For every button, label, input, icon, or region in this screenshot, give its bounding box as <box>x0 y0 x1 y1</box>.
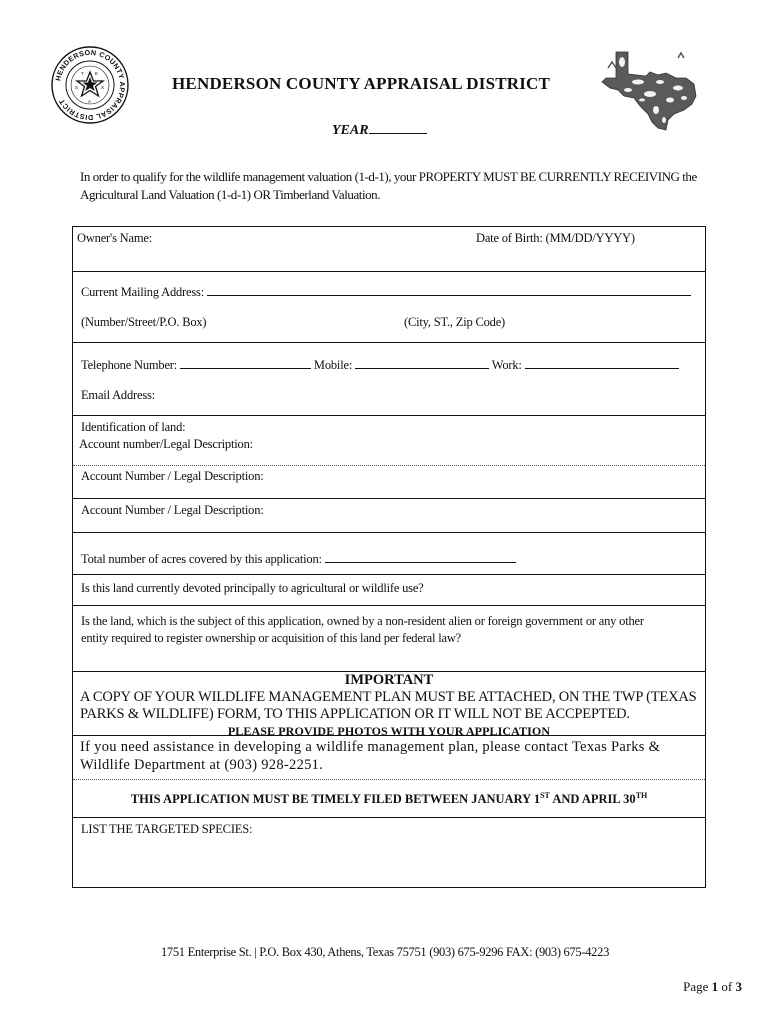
deadline-text-1: THIS APPLICATION MUST BE TIMELY FILED BETWEEN JANUARY 1 <box>130 792 541 807</box>
deadline-sup-2: TH <box>635 791 648 800</box>
acres-field[interactable] <box>81 552 516 567</box>
mobile-line[interactable] <box>355 358 489 369</box>
photos-notice: PLEASE PROVIDE PHOTOS WITH YOUR APPLICATION <box>227 724 551 738</box>
account-legal-1: Account number/Legal Description: <box>79 437 253 451</box>
important-body: A COPY OF YOUR WILDLIFE MANAGEMENT PLAN MUST BE ATTACHED, ON THE TWP (TEXAS PARKS & WILDLIFE) FORM, TO THIS APPLICATION OR IT WILL NOT BE ACCPEPTED. <box>80 689 697 722</box>
divider <box>73 498 705 499</box>
svg-text:X: X <box>101 85 105 90</box>
divider <box>73 817 705 818</box>
street-hint: (Number/Street/P.O. Box) <box>81 315 207 329</box>
divider <box>73 532 705 533</box>
document-title: HENDERSON COUNTY APPRAISAL DISTRICT <box>172 74 551 93</box>
acres-line[interactable] <box>325 552 516 563</box>
account-legal-3: Account Number / Legal Description: <box>81 503 264 517</box>
page-number <box>683 979 742 995</box>
intro-paragraph: In order to qualify for the wildlife management valuation (1-d-1), your PROPERTY MUST BE CURRENTLY RECEIVING the Agricultural Land Valuation (1-d-1) OR Timberland Valuation. <box>80 169 697 202</box>
page-prefix: Page <box>683 979 712 994</box>
foreign-question-line2: entity required to register ownership or acquisition of this land per federal law? <box>81 631 461 645</box>
devoted-question: Is this land currently devoted principally to agricultural or wildlife use? <box>81 581 424 595</box>
divider <box>73 415 705 416</box>
divider <box>73 271 705 272</box>
footer-address: 1751 Enterprise St. | P.O. Box 430, Athens, Texas 75751 (903) 675-9296 FAX: (903) 675-4223 <box>160 945 610 959</box>
telephone-line[interactable] <box>180 358 311 369</box>
application-form <box>72 226 706 888</box>
divider <box>73 605 705 606</box>
telephone-label: Telephone Number: <box>81 358 178 372</box>
svg-text:A: A <box>88 99 92 104</box>
city-hint: (City, ST., Zip Code) <box>404 315 506 329</box>
identification-label: Identification of land: <box>81 420 186 434</box>
mailing-address-field[interactable] <box>81 285 691 300</box>
texas-wildlife-map-icon <box>598 48 700 132</box>
divider <box>73 342 705 343</box>
phone-row <box>81 358 679 373</box>
mailing-address-line[interactable] <box>207 285 691 296</box>
deadline-sup-1: ST <box>540 791 550 800</box>
year-blank-line[interactable] <box>369 121 427 134</box>
assistance-text: If you need assistance in developing a wildlife management plan, please contact Texas Parks & Wildlife Department at (903) 928-2251. <box>80 739 661 773</box>
acres-label: Total number of acres covered by this application: <box>81 552 322 566</box>
filing-deadline <box>73 791 705 807</box>
divider <box>73 574 705 575</box>
work-label: Work: <box>491 358 522 372</box>
svg-text:HENDERSON COUNTY APPRAISAL DIS: HENDERSON COUNTY APPRAISAL DISTRICT <box>53 47 128 123</box>
year-field[interactable] <box>332 121 427 139</box>
divider <box>73 735 705 736</box>
foreign-question-line1: Is the land, which is the subject of this application, owned by a non-resident alien or foreign government or any other <box>81 614 644 628</box>
email-label: Email Address: <box>81 388 155 402</box>
deadline-text-2: AND APRIL 30 <box>549 792 636 807</box>
svg-text:S: S <box>75 85 79 90</box>
year-label: YEAR <box>332 123 369 138</box>
work-line[interactable] <box>525 358 679 369</box>
divider <box>73 779 705 780</box>
divider <box>73 465 705 466</box>
county-seal-logo <box>50 45 130 125</box>
mobile-label: Mobile: <box>313 358 353 372</box>
account-legal-2: Account Number / Legal Description: <box>81 469 264 483</box>
owner-name-label: Owner's Name: <box>77 231 152 245</box>
species-label: LIST THE TARGETED SPECIES: <box>81 822 253 836</box>
dob-label: Date of Birth: (MM/DD/YYYY) <box>476 231 635 245</box>
page-current: 1 <box>711 979 719 994</box>
mailing-address-label: Current Mailing Address: <box>81 285 204 299</box>
svg-text:T: T <box>81 71 84 76</box>
important-title: IMPORTANT <box>344 672 434 688</box>
page-total: 3 <box>735 979 742 994</box>
svg-text:E: E <box>95 71 99 76</box>
page-middle: of <box>718 979 736 994</box>
